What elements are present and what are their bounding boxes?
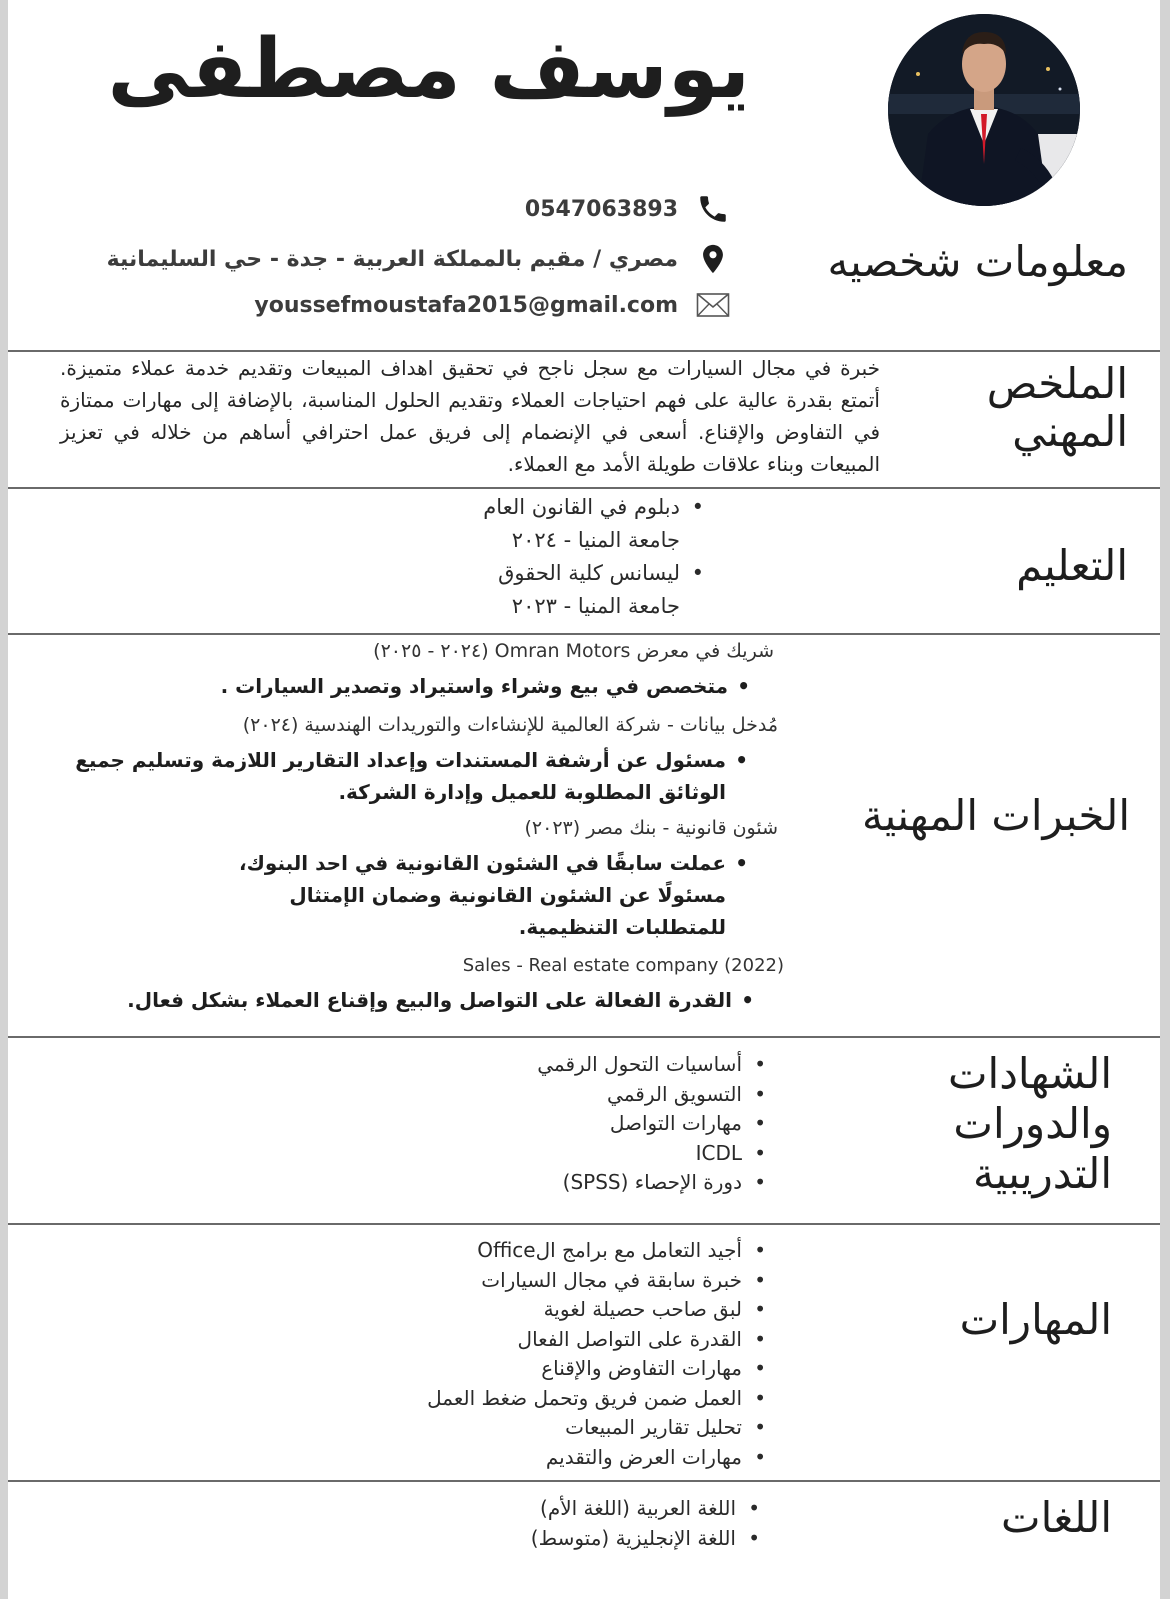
education-degree: • دبلوم في القانون العام — [483, 495, 704, 519]
languages-list — [531, 1494, 764, 1553]
profile-photo — [888, 14, 1080, 206]
phone-number: 0547063893 — [524, 196, 678, 222]
envelope-icon — [696, 292, 730, 318]
job-description: • القدرة الفعالة على التواصل والبيع وإقناع العملاء بشكل فعال. — [127, 988, 754, 1012]
skill-item: • لبق صاحب حصيلة لغوية — [427, 1295, 770, 1325]
job-description: • عملت سابقًا في الشئون القانونية في احد البنوك، مسئولًا عن الشئون القانونية وضمان الإمتثال للمتطلبات التنظيمية. — [239, 851, 748, 939]
skill-item: • العمل ضمن فريق وتحمل ضغط العمل — [427, 1384, 770, 1414]
education-school: جامعة المنيا - ٢٠٢٣ — [511, 594, 680, 618]
certifications-title-line-1: الشهادات — [947, 1049, 1112, 1098]
skill-item: • أجيد التعامل مع برامج الOffice — [427, 1236, 770, 1266]
job-title: Sales - Real estate company (2022) — [462, 955, 784, 976]
certifications-title-line-2: والدورات — [953, 1099, 1112, 1148]
email-row — [254, 292, 730, 318]
divider-certifications — [8, 1036, 1160, 1038]
education-list — [483, 491, 708, 623]
certification-item: • أساسيات التحول الرقمي — [537, 1050, 770, 1080]
divider-education — [8, 487, 1160, 489]
divider-skills — [8, 1223, 1160, 1225]
skill-item: • خبرة سابقة في مجال السيارات — [427, 1266, 770, 1296]
language-item: • اللغة العربية (اللغة الأم) — [531, 1494, 764, 1524]
summary-paragraph: خبرة في مجال السيارات مع سجل ناجح في تحقيق اهداف المبيعات وتقديم خدمة عملاء متميزة. أتمتع بقدرة عالية على فهم احتياجات العملاء وتقديم الحلول المناسبة، بالإضافة إلى مهارات ممتازة في التفاوض والإقناع. أسعى في الإنضمام إلى فريق عمل احترافي أساهم من خلاله في تعزيز المبيعات وبناء علاقات طويلة الأمد مع العملاء. — [60, 356, 880, 476]
job-title: شئون قانونية - بنك مصر (٢٠٢٣) — [524, 817, 778, 839]
location-pin-icon — [696, 241, 730, 277]
skill-item: • مهارات التفاوض والإقناع — [427, 1354, 770, 1384]
education-school: جامعة المنيا - ٢٠٢٤ — [511, 528, 680, 552]
skill-item: • القدرة على التواصل الفعال — [427, 1325, 770, 1355]
divider-experience — [8, 633, 1160, 635]
phone-row — [525, 192, 730, 226]
certifications-list — [537, 1050, 770, 1198]
candidate-name: يوسف مصطفى — [107, 22, 750, 117]
experience-title: الخبرات المهنية — [862, 791, 1130, 840]
job-title: شريك في معرض Omran Motors (٢٠٢٤ - ٢٠٢٥) — [373, 640, 774, 662]
language-item: • اللغة الإنجليزية (متوسط) — [531, 1524, 764, 1554]
personal-info-title: معلومات شخصيه — [827, 237, 1128, 286]
job-description: • مسئول عن أرشفة المستندات وإعداد التقارير اللازمة وتسليم جميع الوثائق المطلوبة للعميل وإدارة الشركة. — [75, 748, 748, 804]
job-description: • متخصص في بيع وشراء واستيراد وتصدير السيارات . — [220, 674, 750, 698]
certification-item: • التسويق الرقمي — [537, 1080, 770, 1110]
page-left-margin — [0, 0, 8, 1599]
certification-item: • ICDL — [537, 1139, 770, 1169]
certification-item: • مهارات التواصل — [537, 1109, 770, 1139]
page-right-margin — [1160, 0, 1170, 1599]
summary-title-line-2: المهني — [1012, 407, 1128, 456]
job-title: مُدخل بيانات - شركة العالمية للإنشاءات والتوريدات الهندسية (٢٠٢٤) — [242, 714, 778, 736]
skills-title: المهارات — [959, 1295, 1112, 1344]
address-row — [107, 241, 730, 277]
skills-list — [427, 1236, 770, 1472]
phone-icon — [696, 192, 730, 226]
address-text: مصري / مقيم بالمملكة العربية - جدة - حي السليمانية — [106, 246, 678, 272]
skill-item: • مهارات العرض والتقديم — [427, 1443, 770, 1473]
education-degree: • ليسانس كلية الحقوق — [498, 561, 704, 585]
languages-title: اللغات — [1001, 1493, 1112, 1542]
summary-title-line-1: الملخص — [986, 359, 1128, 408]
email-address: youssefmoustafa2015@gmail.com — [254, 292, 678, 318]
education-title: التعليم — [1016, 541, 1128, 590]
divider-languages — [8, 1480, 1160, 1482]
certifications-title-line-3: التدريبية — [972, 1149, 1112, 1198]
skill-item: • تحليل تقارير المبيعات — [427, 1413, 770, 1443]
profile-photo-illustration — [888, 14, 1080, 206]
certification-item: • دورة الإحصاء (SPSS) — [537, 1168, 770, 1198]
